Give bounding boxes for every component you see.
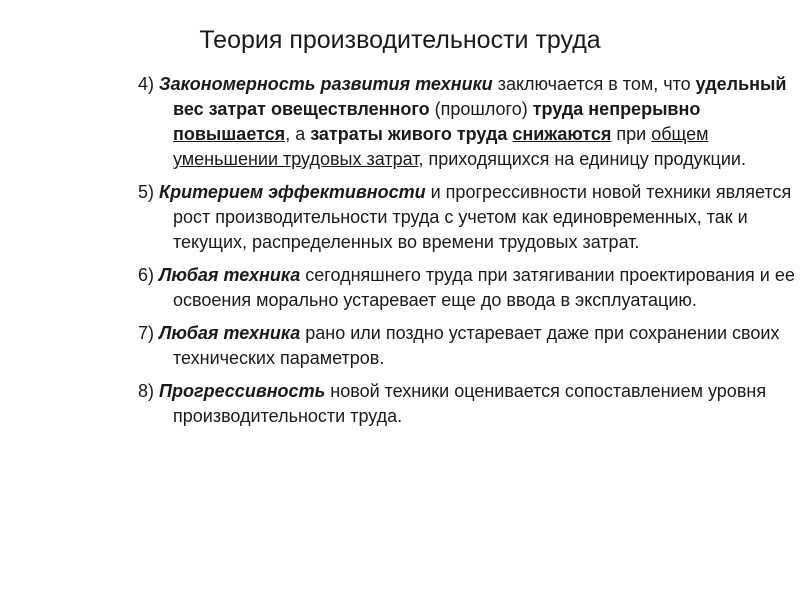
- item-number: 6): [138, 265, 155, 285]
- item-text: , приходящихся на единицу продукции.: [418, 149, 746, 169]
- item-number: 8): [138, 381, 155, 401]
- item-text: новой техники оценивается сопоставлением уровня производительности труда.: [173, 381, 767, 426]
- item-text: заключается в том, что: [492, 74, 696, 94]
- item-keyword: Любая техника: [159, 265, 301, 285]
- item-emphasis: затраты живого труда: [310, 124, 513, 144]
- item-text: и прогрессивности новой техники является рост производительности труда с учетом как единовременных, так и текущих, распределенных во времени трудовых затрат.: [173, 182, 792, 252]
- list-item-7: [138, 321, 796, 371]
- item-keyword: Закономерность развития техники: [159, 74, 493, 94]
- item-emphasis: труда непрерывно: [532, 99, 701, 119]
- law-list: [138, 72, 796, 437]
- page-title: Теория производительности труда: [199, 26, 601, 54]
- item-emphasis-underlined: снижаются: [512, 124, 612, 144]
- list-item-5: [138, 180, 796, 255]
- list-item-6: [138, 263, 796, 313]
- item-text: сегодняшнего труда при затягивании проектирования и ее освоения морально устаревает еще до ввода в эксплуатацию.: [173, 265, 795, 310]
- list-item-8: [138, 379, 796, 429]
- item-keyword: Критерием эффективности: [159, 182, 426, 202]
- item-number: 4): [138, 74, 155, 94]
- item-emphasis-underlined: повышается: [173, 124, 286, 144]
- item-text: (прошлого): [429, 99, 533, 119]
- item-emphasis: удельный вес затрат овеществленного: [173, 74, 787, 119]
- list-item-4: [138, 72, 796, 172]
- item-text: при: [611, 124, 652, 144]
- item-number: 7): [138, 323, 155, 343]
- item-number: 5): [138, 182, 155, 202]
- item-keyword: Любая техника: [159, 323, 301, 343]
- item-keyword: Прогрессивность: [159, 381, 326, 401]
- item-text: рано или поздно устаревает даже при сохранении своих технических параметров.: [173, 323, 780, 368]
- item-underlined-text: общем уменьшении трудовых затрат: [173, 124, 709, 169]
- item-text: , а: [285, 124, 311, 144]
